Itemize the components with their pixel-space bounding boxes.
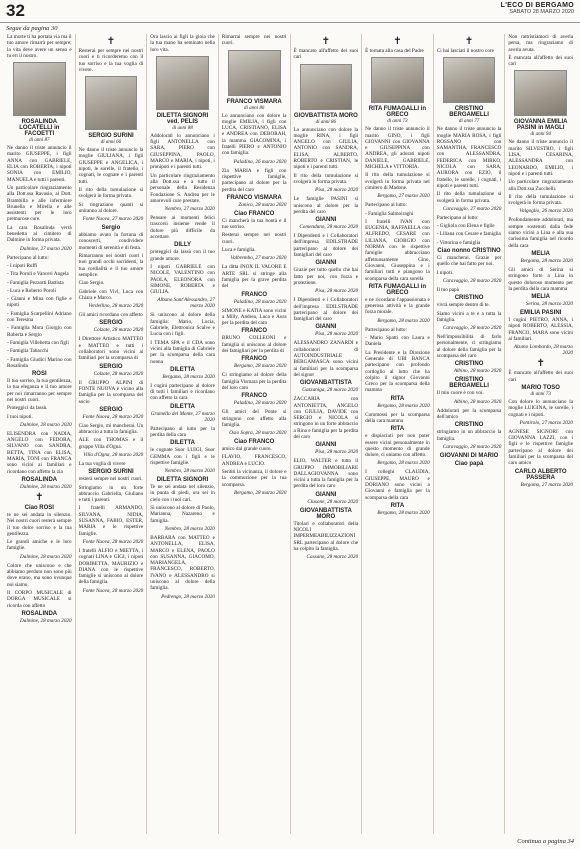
notice-signature: Paladina, 28 marzo 2020 <box>233 400 287 407</box>
notice-text: La ditta INOX IL VALORE E ARTE SRL si stringe alla famiglia per la grave perdita del <box>221 264 287 290</box>
newspaper-name: L'ECO DI BERGAMO <box>500 2 574 9</box>
notice-text: Resterai per sempre nei nostri cuori e ti ricorderemo con il tuo sorriso e la tua voglia di vivere. <box>78 48 144 73</box>
notice-text: Il rito della tumulazione si svolgerà in forma privata. <box>508 193 573 207</box>
notice-text: Ora lascio ai figli la gioia che la tua mano ha seminato nella loro vita. <box>150 34 215 53</box>
deceased-name: SERGIO SURINI <box>88 469 134 476</box>
notice-text: I tuoi nipoti. <box>7 413 33 420</box>
notice-text: ZACCARIA con ANTONIETTA, ANGELO con GIULIA, DAVIDE con SERGIO e NICOLA si stringono in un forte abbraccio a Rina e famiglia per la perdita del caro <box>293 396 359 440</box>
notice-signature: Pedrengo, 28 marzo 2020 <box>161 593 215 600</box>
notice-text: SIMONE e KATIA sono vicini a Milly, Andrea, Luca e Aura per la perdita del caro <box>221 307 287 327</box>
notice-text: Addolorati lo annunciano i figli ANTONELLA con SARA, PIERO con GIUSEPPINA, PAOLO, MARCO e MARIA, i nipoti, i pronipoti e i parenti tutti. <box>150 132 215 171</box>
notice-signature: Gazzaniga, 28 marzo 2020 <box>302 387 359 394</box>
notice-text: Luca e famiglia. <box>221 247 256 254</box>
notice-signature: Osio Sopra, 28 marzo 2020 <box>229 430 287 437</box>
deceased-age: di anni 87 <box>29 138 50 144</box>
notice-text: proteggici da lassù con il tuo grande amore. <box>150 249 215 262</box>
notice-signature: Bergamo, 28 marzo 2020 <box>377 460 430 467</box>
cross-icon: ✝ <box>536 358 545 370</box>
deceased-name: FRANCO VISMARA <box>226 98 282 105</box>
notice-text: BARBARA con MATTEO e ANTONELLA, ELISA, MARCO e ELENA, PAOLO con SUSANNA, GIACOMO, MARIANGELA, FRANCESCO, ROBERTO, IVANO e ALESSANDRO si uniscono al dolore della famiglia. <box>150 534 215 592</box>
deceased-name: RITA <box>390 502 405 509</box>
notice-text: - Tita Poroli e Vanceri Angela <box>7 271 69 278</box>
notice-text: Rimarrai sempre nei nostri cuori. <box>221 34 287 47</box>
cross-icon: ✝ <box>393 36 402 47</box>
deceased-name: MELIA <box>531 294 551 301</box>
notice-text: Gabriele con Vivi, Luca con Chiara e Marco. <box>78 288 144 301</box>
notice-text: Partecipano al lutto: <box>436 214 479 221</box>
deceased-name: RITA FUMAGALLI in GRECO <box>368 106 427 119</box>
notice-text: - Famiglia Mora Giorgio con Roberta e Sergio <box>7 325 72 338</box>
deceased-name: RITA <box>390 426 405 433</box>
notice-text: Un particolare ringraziamento alla Dott.ssa e a tutto il personale della Residenza Fondazione S. Andrea per le amorevoli cure prestate. <box>150 172 215 204</box>
notice-signature: Nembro, 27 marzo 2020 <box>164 206 215 213</box>
notice-signature: Albino, 28 marzo 2020 <box>453 398 502 405</box>
notice-text: I fratelli IVAN con EUGENIA, RAFFAELLA con ALFREDO, CESARE con LILIANA, GIORGIO con NORMA con le rispettive famiglie abbracciano affettuosamente Gino, Giovanni, Giuseppina e i familiari tutti e piangono la scomparsa della cara sorella <box>365 218 430 282</box>
newspaper-date: SABATO 28 MARZO 2020 <box>509 9 574 15</box>
notice-text: I colleghi CLAUDIA, GIUSEPPE, MAURO e DORIANO sono vicini a Giovanni e famiglia per la scomparsa della cara <box>365 469 430 501</box>
notice-text: La Presidente e la Direzione Generale di UBI BANCA partecipano con profondo cordoglio al lutto che ha colpito il signor Giovanni Greco per la scomparsa della mamma <box>365 349 430 394</box>
notice-text: Ne danno il triste annuncio il marito GINO, i figli GIOVANNI con GIOVANNA e GIUSEPPINA con ANDREA, gli adorati nipoti DANIELE, GABRIELE, MICHELA e VITTORIA. <box>365 126 430 171</box>
notice-text: La morte ti ha portata via ma il tuo amore rimarrà per sempre; la vita deve avere un senso e tu eri il nostro. <box>7 34 72 59</box>
portrait-photo <box>228 50 281 96</box>
notice-text: ALESSANDRO ZANARDI e collaboratori di AUTOINDUSTRIALE BERGAMASCA sono vicini ai familiari per la scomparsa del signor <box>293 340 359 378</box>
notice-text: Con dolore lo annunciano la moglie LUIGINA, le sorelle, i cognati e i nipoti. <box>508 398 573 418</box>
notice-text: stringiamo in un abbraccio la famiglia. <box>436 429 502 442</box>
notice-signature: Dalmine, 27 marzo 2020 <box>20 245 72 252</box>
notice-text: ALE con THOMAS e il gruppo Villa d'Ogna. <box>78 437 144 450</box>
notice-signature: Valbrembo, 27 marzo 2020 <box>230 255 287 262</box>
notice-text: Pensare ai momenti felici trascorsi insieme rende il dolore più difficile da accettare. <box>150 215 215 241</box>
deceased-name: SERGIO <box>99 406 123 413</box>
notice-text: Stringiamo in un forte abbraccio Gabriella, Giuliano e tutti i parenti. <box>78 484 144 504</box>
notice-text: te ne sei andata in silenzio. Nei nostri cuori resterà sempre il tuo dolce sorriso e la tua gentilezza. <box>7 511 72 537</box>
notice-signature: Villa d'Ogna, 28 marzo 2020 <box>83 451 144 458</box>
deceased-name: CRISTINO BERGAMELLI <box>449 377 489 390</box>
deceased-name: GIANNI <box>315 491 337 498</box>
notice-text: Il tuo papà <box>436 286 459 293</box>
notice-text: - Famiglia Scarpellini Adriano con Teresina <box>7 310 72 324</box>
notice-signature: Albino, 28 marzo 2020 <box>453 368 502 375</box>
notice-signature: Comenduno, 28 marzo 2020 <box>299 224 359 231</box>
obituary-column <box>505 34 576 834</box>
notice-text: - Famiglia Villeberta con figli <box>7 339 69 346</box>
deceased-name: ROSALINDA <box>21 610 58 617</box>
obituary-column <box>76 34 148 834</box>
notice-signature: Alzano Lombardo, 28 marzo 2020 <box>513 344 573 357</box>
obituary-column <box>4 34 76 834</box>
notice-text: Partecipano al lutto per la perdita della cara <box>150 425 215 438</box>
notice-text: Proteggici da lassù. <box>7 405 48 412</box>
notice-text: I TEMA SPA e il CDA sono vicini alla famiglia di Gabriele per la scomparsa della cara nonna <box>150 339 215 365</box>
notice-text: I fratelli ARMANDO, SILVANA, NIDIA, SUSANNA, FABIO, ESTER, MARIA e le rispettive famiglie. <box>78 505 144 537</box>
notice-text: È mancata all'affetto dei suoi cari <box>508 54 573 68</box>
notice-text: I Dipendenti e i Collaboratori dell'impresa EDILSTRADE partecipano al dolore dei famigliari del caro <box>293 297 359 323</box>
notice-signature: Nembro, 28 marzo 2020 <box>164 525 215 532</box>
notice-text: - I nipoti Ruffi <box>7 262 38 269</box>
notice-text: Siamo vicini a te e a tutta la famiglia. <box>436 310 502 323</box>
notice-signature: Caravaggio, 28 marzo 2020 <box>442 443 502 450</box>
notice-text: Commossi per la scomparsa della cara mamma <box>365 411 430 424</box>
notice-text: Ci mancherà la tua bontà e il tuo sorriso. <box>221 217 287 231</box>
deceased-name: ROSALINDA LOCATELLI in FACOETTI <box>19 119 60 138</box>
deceased-name: GIOVANNI DI MARIO <box>439 452 499 459</box>
notice-text: Nell'impossibilità di farlo personalmente, ci stringiamo al dolore della famiglia per la scomparsa del caro <box>436 334 502 360</box>
deceased-name: CRISTINO <box>454 361 484 368</box>
deceased-name: DILETTA SIGNORI ved. PELIS <box>156 112 209 125</box>
notice-signature: Grumello del Monte, 27 marzo 2020 <box>150 410 215 423</box>
notice-signature: Pisa, 28 marzo 2020 <box>315 331 359 338</box>
deceased-name: DILETTA <box>170 403 195 410</box>
notice-text: - Famiglia Pezzotti Battista <box>7 279 64 286</box>
deceased-name: Sergio <box>101 225 121 232</box>
deceased-name: GIANNI <box>315 324 337 331</box>
notice-signature: Dalmine, 28 marzo 2020 <box>20 553 72 560</box>
notice-text: Si uniscono al dolore della famiglia: Mario, Lucia, Gabriele, Elettronica Scalve e Lucia con i figli. <box>150 312 215 338</box>
notice-text: Addolorati per la scomparsa dell'amico <box>436 407 502 420</box>
deceased-name: FRANCO <box>241 393 268 400</box>
deceased-age: di anni 66 <box>100 140 122 146</box>
portrait-photo <box>13 62 66 116</box>
deceased-age: di anni 73 <box>387 119 408 125</box>
deceased-name: SERGIO SURINI <box>88 133 134 140</box>
notice-text: È mancato all'affetto dei suoi cari <box>293 48 359 61</box>
notice-signature: Caravaggio, 28 marzo 2020 <box>442 277 502 284</box>
deceased-name: GIOVANBATTISTA MORO <box>299 507 352 520</box>
notice-text: Non rattristiamoci di averla persa, ma ringraziamo di averla avuta. <box>508 34 573 53</box>
notice-text: Il tuo sorriso, la tua gentilezza, la tua eleganza e il tuo amore per noi rimarranno per sempre nei nostri cuori. <box>7 378 72 403</box>
deceased-name: RITA FUMAGALLI in GRECO <box>368 283 427 296</box>
notice-text: Il GRUPPO ALPINI di FONTE NUOVA è vicino alla famiglia per la scomparsa del socio <box>78 379 144 405</box>
notice-text: Ci hai lasciati il nostro core <box>436 48 494 54</box>
deceased-name: CRISTINO <box>454 295 484 302</box>
notice-text: - Vittorina e famiglia <box>436 239 481 246</box>
deceased-name: DILLY <box>174 242 191 249</box>
notice-signature: Dalmine, 28 marzo 2020 <box>20 483 72 490</box>
notice-text: Si uniscono al dolore di Paolo, Marianna, Nazareno e famiglia. <box>150 505 215 524</box>
notice-text: I cugini PIETRO, ANNA, i nipoti ROBERTO, ALESSIA, FRANCO, MARA sono vicini ai familiari. <box>508 317 573 343</box>
notice-signature: Pisa, 28 marzo 2020 <box>315 449 359 456</box>
notice-signature: Pontirolo, 27 marzo 2020 <box>519 419 573 426</box>
deceased-name: FRANCO <box>241 291 268 298</box>
notice-text: Ne danno il triste annuncio la moglie MARIA ROSA, i figli ROSSANO con SAMANTHA, FRANCESCO con ALESSANDRA, FEDERICA con MIRKO, NICOLA con SARA, AURORA con EZIO, il fratello, le sorelle, i cognati, i nipoti e parenti tutti. <box>436 126 502 189</box>
deceased-age: di anni 94 <box>530 132 551 138</box>
notice-signature: Albano Sant'Alessandro, 27 marzo 2020 <box>157 297 215 310</box>
notice-signature: Bergamo, 28 marzo 2020 <box>377 402 430 409</box>
notice-signature: Bergamo, 28 marzo 2020 <box>377 509 430 516</box>
deceased-name: GIOVANNA EMILIA PASINI in MAGLI <box>513 119 568 132</box>
notice-signature: Bergamo, 28 marzo 2020 <box>520 257 573 264</box>
notice-text: I Direttore Artistico MATTEO e MATTEO e tutti i collaboratori sono vicini ai familiari per la scomparsa di <box>78 336 144 362</box>
notice-text: Resterai sempre nei nostri cuori. <box>221 232 287 245</box>
notice-text: I nipoti GABRIELE con NICOLE, VALENTINO con PAOLA, ELEONORA con SIMONE, ROBERTA e GIULIA. <box>150 263 215 296</box>
page-number: 32 <box>6 1 25 20</box>
notice-signature: Nembro, 28 marzo 2020 <box>164 468 215 475</box>
notice-text: - Liliana con Cesare e famiglia <box>436 231 501 238</box>
notice-signature: Bergamo, 27 marzo 2020 <box>520 481 573 488</box>
obituary-column <box>362 34 434 834</box>
notice-text: e dispiaciuti per non poter essere vicini personalmente in questo momento di grande dolore, ci uniamo con affetto. <box>365 433 430 459</box>
deceased-name: CARLO ALBERTO PASSERA <box>514 468 567 481</box>
notice-text: I nipoti. <box>436 269 454 276</box>
deceased-name: GIANNI <box>315 217 337 224</box>
notice-text: Un particolare ringraziamento alla Dott.ssa Ravasio, al Dott. Brambilla e alle infermiere Brunella e Mirella e alle assistenti per le loro premurose cure. <box>7 184 72 223</box>
deceased-age: di anni 86 <box>244 105 265 111</box>
newspaper-masthead <box>501 2 574 15</box>
deceased-age: di anni 77 <box>458 119 480 125</box>
notice-text: Ciao Sergio, mi mancherai. Un abbraccio a tutta la famiglia. <box>78 422 144 436</box>
deceased-name: EMILIA PASINI <box>520 310 562 317</box>
notice-signature: Bergamo, 28 marzo 2020 <box>233 363 287 370</box>
deceased-name: GIOVANBATTISTA <box>299 380 352 387</box>
deceased-name: GIOVBATTISTA MORO <box>293 112 358 119</box>
notice-text: Titolari e collaboratori della NICOLI IMPERMEABILIZZAZIONI SRL partecipano al dolore che ha colpito la famiglia. <box>293 520 359 552</box>
notice-text: La cara Rosalinda verrà benedetta al cimitero di Dalmine in forma privata. <box>7 224 72 244</box>
notice-text: - Luca e Roberto Poroli <box>7 287 56 294</box>
notice-text: Rimarranno nei nostri cuori i tuoi grandi occhi sorridenti, la tua cordialità e il tuo amore semplice. <box>78 253 144 278</box>
deceased-name: RITA <box>390 395 405 402</box>
notice-signature: Serina, 28 marzo 2020 <box>525 301 573 308</box>
deceased-name: Ciao nonno CRISTINO <box>437 248 501 255</box>
notice-text: Il rito della tumulazione si svolgerà in forma privata. <box>436 191 502 204</box>
deceased-name: Ciao FRANCO <box>234 439 275 446</box>
notice-text: Partecipano al lutto: <box>7 254 49 261</box>
notice-text: FLAVIO, FRANCESCO, ANDREA e LUCIO. <box>221 454 287 467</box>
notice-text: Le famiglie PASINI si uniscono al dolore per la perdita del caro <box>293 196 359 215</box>
notice-text: Ci mancherai. Grazie per quello che hai fatto per noi. <box>436 255 502 268</box>
notice-text: I cugini partecipano al dolore di tutti i familiari e ricordano con affetto la cara <box>150 382 215 402</box>
notice-text: Gli amici ricordano con affetto <box>78 312 143 319</box>
notice-signature: Dalmine, 28 marzo 2020 <box>20 421 72 428</box>
deceased-name: FRANCO VISMARA <box>226 194 282 201</box>
continued-to: Continua a pagina 34 <box>517 838 574 845</box>
notice-text: Grazie per tutto quello che hai fatto per noi, con forza e protezione. <box>293 267 359 286</box>
deceased-name: MARIO TOSO <box>521 384 560 391</box>
deceased-name: SERGIO <box>99 363 123 370</box>
notice-signature: Cassano, 28 marzo 2020 <box>306 554 359 561</box>
deceased-name: ROSALINDA <box>21 476 58 483</box>
deceased-name: Ciao ROSI <box>24 504 54 511</box>
deceased-name: GIANNI <box>315 260 337 267</box>
portrait-photo <box>443 57 496 103</box>
notice-text: abbiamo avuto la fortuna di conoscerti, condividere momenti di serenità e di festa. <box>78 232 144 251</box>
notice-signature: Bergamo, 28 marzo 2020 <box>377 317 430 324</box>
notice-text: Ci stringiamo al dolore della famiglia Vismara per la perdita del loro caro <box>221 372 287 391</box>
notice-text: Le grandi amiche e le loro famiglie. <box>7 539 72 552</box>
notice-text: Te ne sei andata nel silenzio, in punta di piedi, ora sei in cielo con i tuoi cari. <box>150 484 215 503</box>
notice-text: - Famiglia Giudici Marino con Rosalinda <box>7 356 72 369</box>
deceased-name: CRISTINO <box>454 422 484 429</box>
notice-signature: Fonte Nuova, 28 marzo 2020 <box>82 587 144 594</box>
cross-icon: ✝ <box>35 491 44 503</box>
notice-text: Lo annunciano con dolore la moglie EMILIA, i figli con LUCA, CRISTIANO, ELISA e ANDREA con DEBORAH, la mamma GIACOMINA, i fratelli PIERO e ANTONIO con famiglia. <box>221 112 287 157</box>
notice-text: Partecipano al lutto: <box>365 326 407 333</box>
notice-text: Ne danno il triste annuncio la moglie GIULIANA, i figli GIUSEPPE e ANGELICA, i nipoti, le sorelle, il fratello, i cognati, le cognate e i parenti tutti. <box>78 147 144 185</box>
notice-signature: Fonte Nuova, 27 marzo 2020 <box>82 216 144 223</box>
deceased-name: MELIA <box>531 250 551 257</box>
notice-text: Il mio cuore è con voi. <box>436 390 484 397</box>
notice-signature: Clusone, 28 marzo 2020 <box>307 498 359 505</box>
page-header <box>0 0 580 23</box>
notice-text: Ne danno il triste annuncio il marito SILVESTRO, i figli LISA, CESARINA, ALESSANDRA con LEONARDO, EMILIO, i nipoti e i parenti tutti. <box>508 139 573 177</box>
portrait-photo <box>85 76 138 130</box>
notice-signature: Fonte Nuova, 28 marzo 2020 <box>82 538 144 545</box>
notice-text: Lo annunciano con dolore la moglie RINA, i figli ANGELO con GIULIA, ANTONIO con SANDRA, ELISA, ALBERTO, ROBERTO e CRISTIAN, le nipoti e i parenti tutti. <box>293 126 359 171</box>
deceased-age: di anni 73 <box>530 391 551 397</box>
notice-text: e ne ricordano l'appassionata e generosa attività e la grande forza morale. <box>365 296 430 316</box>
notice-signature: Pisa, 28 marzo 2020 <box>315 288 359 295</box>
obituary-column <box>291 34 363 834</box>
portrait-photo <box>300 64 353 110</box>
deceased-name: Ciao FRANCO <box>234 210 275 217</box>
notice-text: Partecipano al lutto: <box>365 202 407 209</box>
notice-text: resterà sempre nei nostri cuori. <box>78 476 143 483</box>
notice-text: È tornata alla casa del Padre <box>365 48 424 54</box>
notice-signature: Valgoglio, 26 marzo 2020 <box>519 208 573 215</box>
notice-signature: Bergamo, 28 marzo 2020 <box>162 373 215 380</box>
notice-text: Si ringraziano quanti si uniranno al dolore. <box>78 201 144 214</box>
notice-text: Il CORPO MUSICALE di DORGA MUSICALE si ricorda con affetto <box>7 589 72 609</box>
portrait-photo <box>156 56 209 110</box>
deceased-name: DILETTA <box>170 366 195 373</box>
deceased-name: Ciao papà <box>454 460 484 467</box>
deceased-name: DILETTA <box>170 440 195 447</box>
deceased-name: GIANNI <box>315 442 337 449</box>
notice-signature: Paladina, 28 marzo 2020 <box>233 298 287 305</box>
notice-text: amico dal grande cuore. <box>221 446 272 453</box>
notice-signature: Caravaggio, 28 marzo 2020 <box>442 325 502 332</box>
deceased-name: CRISTINO BERGAMELLI <box>449 106 489 119</box>
deceased-name: DILETTA SIGNORI <box>156 477 209 484</box>
notice-text: - Gianni e Mina con figlie e nipoti <box>7 296 72 309</box>
notice-text: Il rito della tumulazione si svolgerà in forma privata. <box>78 186 144 200</box>
deceased-age: di anni 88 <box>172 125 193 131</box>
obituary-columns <box>4 34 576 834</box>
notice-signature: Zanica, 28 marzo 2020 <box>238 201 287 208</box>
obituary-column <box>434 34 506 834</box>
notice-signature: Paladina, 26 marzo 2020 <box>233 158 287 165</box>
notice-signature: Colzate, 28 marzo 2020 <box>93 327 144 334</box>
deceased-name: FRANCO <box>241 328 268 335</box>
notice-signature: Fonte Nuova, 28 marzo 2020 <box>82 413 144 420</box>
notice-text: BRUNO COLLEONI e famiglia si uniscono al dolore dei famigliari per la perdita di <box>221 335 287 355</box>
notice-text: le cognate Suor LUIGI, Suor GEMMA con i figli e le rispettive famiglie. <box>150 447 215 466</box>
cross-icon: ✝ <box>106 36 116 47</box>
notice-text: Il rito della tumulazione si svolgerà in forma privata nel cimitero di Madone. <box>365 172 430 191</box>
deceased-name: FRANCO <box>241 356 268 363</box>
notice-text: Zia MARIA e figli con rispettive famiglie, partecipano al dolore per la perdita del caro <box>221 167 287 193</box>
notice-text: Ciao Sergio. <box>78 280 105 287</box>
notice-text: Gli amici di Serina si stringono forte a Lina in questo doloroso momento per la perdita della cara mamma <box>508 266 573 292</box>
deceased-age: di anni 86 <box>315 119 336 125</box>
portrait-photo <box>371 57 424 103</box>
deceased-name: SERGIO <box>99 320 123 327</box>
notice-text: - Famiglia Tabacchi <box>7 348 49 355</box>
notice-text: - Gigliola con Elena e figlie <box>436 223 495 230</box>
notice-signature: Colzate, 28 marzo 2020 <box>93 370 144 377</box>
notice-text: È mancato all'affetto dei suoi cari <box>508 370 573 383</box>
notice-text: Sentiti la vicinanza, il dolore e la commozione per la tua scomparsa. <box>221 468 287 488</box>
notice-text: I fratelli ALFIO e MIETTA, i cognati LINA e GIGI, i nipoti DORIBETTA, MAURIZIO e DIANA con le rispettive famiglie si uniscono al dolore della famiglia. <box>78 547 144 586</box>
notice-text: ELIO, WALTER e tutto il GRUPPO IMMOBILIARE DALLAGIOVANNA sono vicini a tutta la famiglia per la perdita del loro caro <box>293 458 359 490</box>
notice-signature: Pisa, 28 marzo 2020 <box>315 187 359 194</box>
notice-text: vivrà sempre dentro di te. <box>436 302 490 309</box>
notice-signature: Bergamo, 27 marzo 2020 <box>377 193 430 200</box>
notice-text: - Mario Spatti con Laura e Daniela <box>365 335 430 348</box>
notice-text: AGNESE SIGNORI con GIOVANNA LAZZI, con i figli e le rispettive famiglie partecipano al dolore dei familiari per la scomparsa del caro amico <box>508 428 573 467</box>
notice-signature: Caravaggio, 27 marzo 2020 <box>442 205 502 212</box>
cross-icon: ✝ <box>321 36 330 47</box>
notice-text: Il rito della tumulazione si svolgerà in forma privata. <box>293 172 359 185</box>
notice-text: Profondamente addolorati, ma sempre sostenuti dalla fede siamo vicini a Lina e alla sua carissima famiglia nel ricordo della cara <box>508 217 573 249</box>
notice-signature: Bergamo, 28 marzo 2020 <box>233 489 287 496</box>
notice-text: Colore che uniscono e che abbiamo perduto non sono più dove erano, ma sono ovunque noi siamo. <box>7 562 72 588</box>
obituary-column <box>147 34 219 834</box>
notice-text: Un particolare ringraziamento alla Dott.ssa Zucchelli. <box>508 179 573 192</box>
notice-text: I Dipendenti e i Collaboratori dell'impresa EDILSTRADE partecipano al dolore dei famigliari del caro <box>293 233 359 259</box>
notice-text: Ne danno il triste annuncio il marito GIUSEPPE, i figli ANNA con GABRIELE, ELIA con ROBERTA, i nipoti SONIA con EMILIO, MANUELA e tutti i parenti. <box>7 145 72 183</box>
continued-from: Segue da pagina 30 <box>6 25 58 32</box>
obituary-column <box>219 34 291 834</box>
portrait-photo <box>514 70 567 116</box>
notice-signature: Verdellino, 28 marzo 2020 <box>88 303 144 310</box>
cross-icon: ✝ <box>464 36 474 47</box>
notice-text: Gli amici del Ponte si stringono con affetto alla famiglia. <box>221 409 287 428</box>
deceased-name: ROSI <box>31 371 47 378</box>
notice-signature: Dalmine, 28 marzo 2020 <box>20 617 72 624</box>
notice-text: ELISENDRA con NADIA, ANGELO con FEDORA, SILVANO con SANDRA, BETTA, TINA con ELISA, MARIA, TONI con FRANCA sono vicini ai familiari e ricordano con affetto la zia <box>7 430 72 475</box>
notice-text: La tua voglia di vivere <box>78 460 126 467</box>
notice-text: - Famiglia Salmoiraghi <box>365 210 414 217</box>
